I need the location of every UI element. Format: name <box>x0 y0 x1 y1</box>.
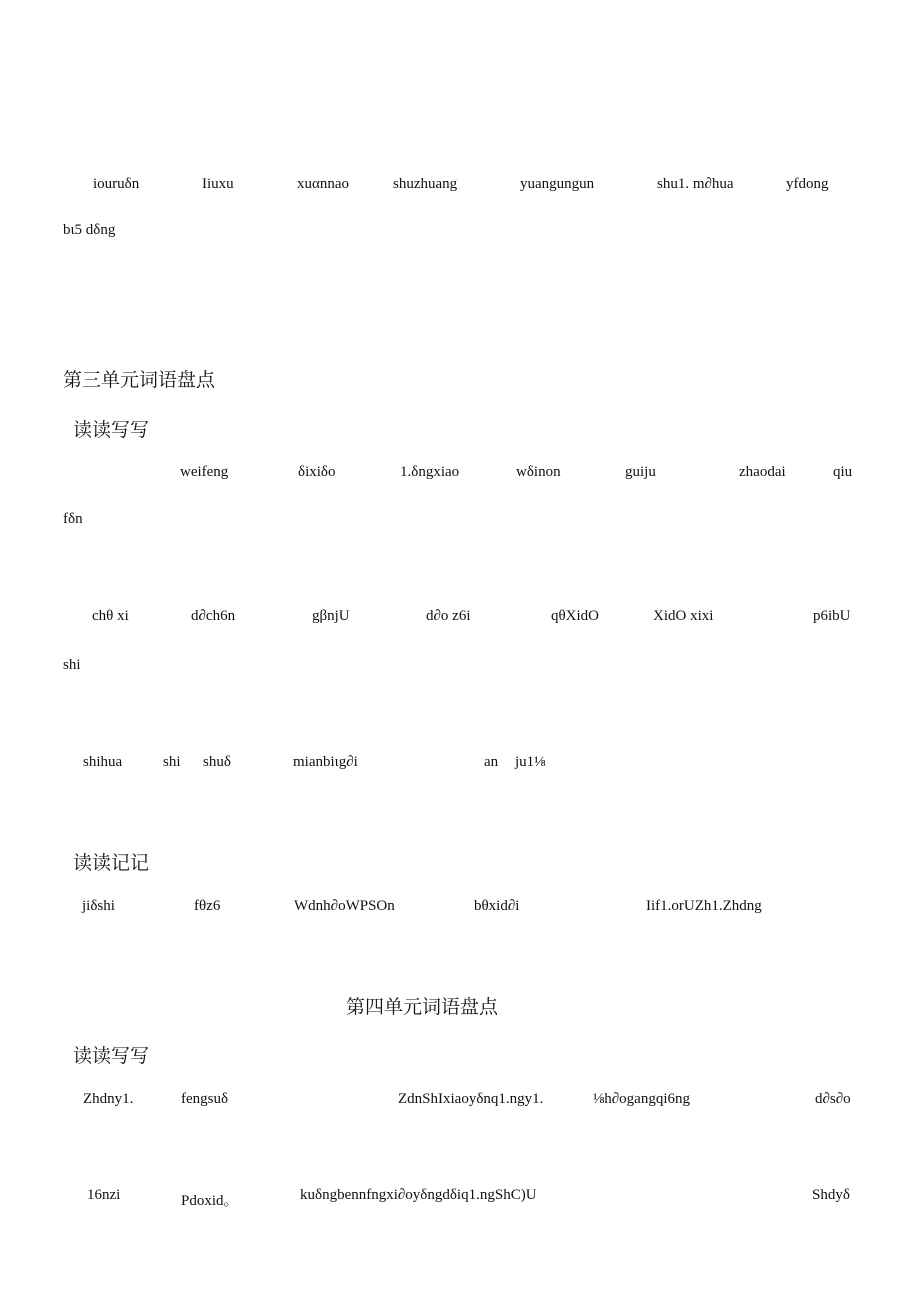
pinyin-word: zhaodai <box>739 464 786 480</box>
pinyin-word: fengsuδ <box>181 1091 229 1107</box>
pinyin-word: Wdnh∂oWPSOn <box>294 898 395 914</box>
pinyin-word: an <box>484 754 499 770</box>
pinyin-word: shi <box>163 754 181 770</box>
pinyin-word: bι5 dδng <box>63 222 116 238</box>
pinyin-word: shu1. m∂hua <box>657 176 734 192</box>
pinyin-word: 16nzi <box>87 1187 121 1203</box>
pinyin-word: mianbiιg∂i <box>293 754 358 770</box>
pinyin-word: guiju <box>625 464 656 480</box>
pinyin-word: Iif1.orUZh1.Zhdng <box>646 898 762 914</box>
pinyin-word: iouruδn <box>93 176 140 192</box>
unit3-read-remember-label: 读读记记 <box>73 852 150 874</box>
pinyin-word: ⅛h∂ogangqi6ng <box>593 1091 690 1107</box>
unit4-title: 第四单元词语盘点 <box>346 996 499 1018</box>
pinyin-word: shuδ <box>203 754 231 770</box>
pinyin-word: ZdnShIxiaoyδnq1.ngy1. <box>398 1091 544 1107</box>
pinyin-word: shuzhuang <box>393 176 458 192</box>
unit3-title: 第三单元词语盘点 <box>63 369 216 391</box>
pinyin-word: qiu <box>833 464 853 480</box>
pinyin-word: Pdoxid。 <box>181 1193 239 1209</box>
pinyin-word: p6ibU <box>813 608 851 624</box>
pinyin-word: Shdyδ <box>812 1187 850 1203</box>
pinyin-word: gβnjU <box>312 608 350 624</box>
pinyin-word: Iiuxu <box>202 176 234 192</box>
pinyin-word: jiδshi <box>82 898 115 914</box>
pinyin-word: ju1⅛ <box>515 754 546 770</box>
unit3-read-write-label: 读读写写 <box>73 419 150 441</box>
pinyin-word: 1.δngxiao <box>400 464 460 480</box>
pinyin-word: XidO xixi <box>653 608 714 624</box>
pinyin-word: bθxid∂i <box>474 898 520 914</box>
pinyin-word: weifeng <box>180 464 229 480</box>
pinyin-word: shi <box>63 657 81 673</box>
pinyin-word: δixiδo <box>298 464 336 480</box>
pinyin-word: chθ xi <box>92 608 129 624</box>
pinyin-word: Zhdny1. <box>83 1091 134 1107</box>
pinyin-word: fδn <box>63 511 83 527</box>
pinyin-word: shihua <box>83 754 123 770</box>
pinyin-word: kuδngbennfngxi∂oyδngdδiq1.ngShC)U <box>300 1187 537 1203</box>
unit4-read-write-label: 读读写写 <box>73 1045 150 1067</box>
pinyin-word: fθz6 <box>194 898 221 914</box>
pinyin-word: d∂ch6n <box>191 608 236 624</box>
pinyin-word: d∂s∂o <box>815 1091 851 1107</box>
pinyin-word: yfdong <box>786 176 829 192</box>
pinyin-word: wδinon <box>516 464 561 480</box>
pinyin-word: xuαnnao <box>297 176 350 192</box>
pinyin-word: d∂o z6i <box>426 608 471 624</box>
pinyin-word: yuangungun <box>520 176 595 192</box>
pinyin-word: qθXidO <box>551 608 600 624</box>
